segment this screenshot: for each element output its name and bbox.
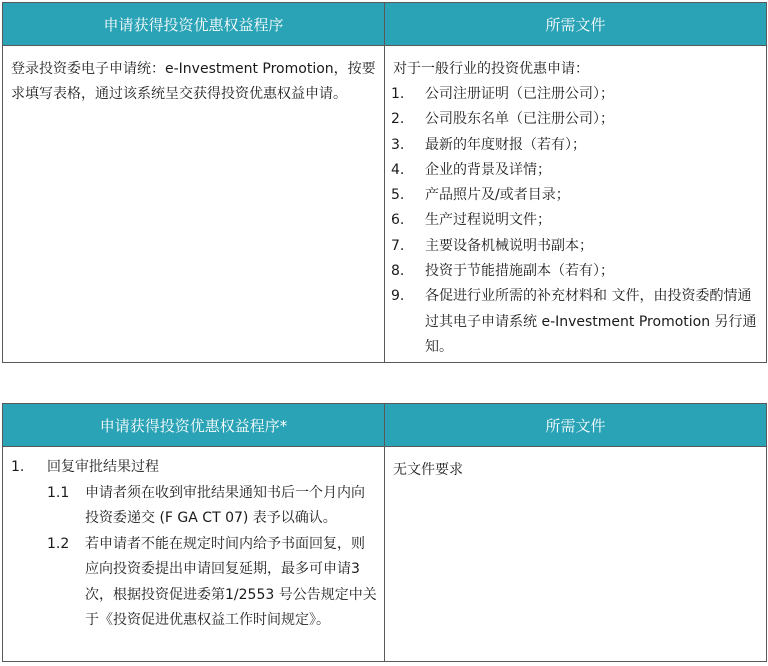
- list-item: 1. 公司注册证明（已注册公司）；: [391, 86, 614, 102]
- list-item: 9. 各促进行业所需的补充材料和 文件，由投资委酌情通过其电子申请系统 e-Investment Promotion 另行通知。: [391, 288, 757, 355]
- header-procedure: 申请获得投资优惠权益程序: [3, 3, 385, 46]
- procedure-cell: [3, 447, 385, 662]
- list-item: 4. 企业的背景及详情；: [391, 161, 551, 178]
- documents-intro: 对于一般行业的投资优惠申请：: [393, 61, 589, 77]
- list-item: 3. 最新的年度财报（若有）；: [391, 136, 586, 153]
- step-item: 1. 回复审批结果过程: [11, 459, 159, 475]
- procedure-table-1: [2, 2, 767, 363]
- documents-cell: [385, 447, 767, 662]
- procedure-table-2: [2, 403, 767, 662]
- documents-cell: [385, 46, 767, 363]
- list-item: 5. 产品照片及/或者目录；: [391, 187, 570, 204]
- header-procedure: 申请获得投资优惠权益程序*: [3, 404, 385, 447]
- substep-item: 1.2 若申请者不能在规定时间内给予书面回复，则应向投资委提出申请回复延期，最多可申请3 次，根据投资促进委第1/2553 号公告规定中关于《投资促进优惠权益工作时间规定》。: [47, 535, 377, 628]
- list-item: 2. 公司股东名单（已注册公司）；: [391, 111, 614, 128]
- substep-item: 1.1 申请者须在收到审批结果通知书后一个月内向投资委递交 (F GA CT 07) 表予以确认。: [47, 484, 365, 526]
- steps-list: [11, 455, 378, 634]
- procedure-text: 登录投资委电子申请统：e-Investment Promotion，按要求填写表格，通过该系统呈交获得投资优惠权益申请。: [11, 61, 376, 102]
- documents-list: [385, 82, 766, 360]
- list-item: 6. 生产过程说明文件；: [391, 212, 551, 229]
- list-item: 7. 主要设备机械说明书副本；: [391, 237, 593, 254]
- procedure-cell: [3, 46, 385, 363]
- no-documents-text: 无文件要求: [393, 462, 463, 478]
- header-required-documents: 所需文件: [385, 404, 767, 447]
- header-required-documents: 所需文件: [385, 3, 767, 46]
- list-item: 8. 投资于节能措施副本（若有）；: [391, 263, 614, 280]
